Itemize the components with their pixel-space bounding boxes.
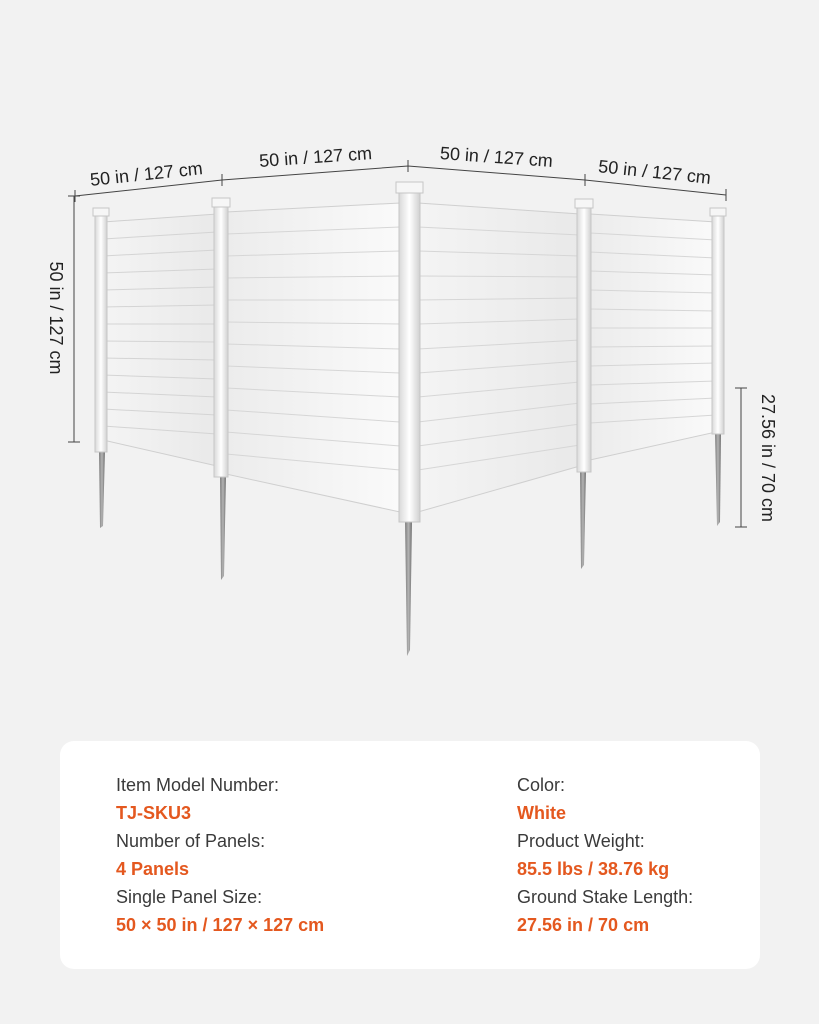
- spec-column-left: [116, 771, 324, 939]
- model-value: TJ-SKU3: [116, 803, 192, 823]
- stake-dimension-line: [735, 388, 747, 527]
- panel-size-value: 50 × 50 in / 127 × 127 cm: [116, 915, 325, 935]
- spec-column-right: [517, 771, 693, 939]
- fence-panel-2: [226, 203, 400, 512]
- fence-panel-1: [103, 214, 217, 466]
- spec-card: [60, 741, 760, 969]
- panel-size-label: Single Panel Size:: [116, 887, 263, 907]
- weight-value: 85.5 lbs / 38.76 kg: [517, 859, 670, 879]
- stake-dimension-label: 27.56 in / 70 cm: [758, 393, 778, 523]
- height-dimension-label: 50 in / 127 cm: [46, 261, 66, 375]
- model-label: Item Model Number:: [116, 775, 280, 795]
- stake-label: Ground Stake Length:: [517, 887, 694, 907]
- fence-panel-4: [590, 214, 716, 460]
- segment-4-dimension-label: 50 in / 127 cm: [597, 156, 712, 188]
- stake-value: 27.56 in / 70 cm: [517, 915, 650, 935]
- segment-3-dimension-label: 50 in / 127 cm: [439, 143, 554, 171]
- height-dimension-line: [68, 196, 80, 442]
- segment-2-dimension-label: 50 in / 127 cm: [258, 143, 373, 171]
- color-label: Color:: [517, 775, 566, 795]
- weight-label: Product Weight:: [517, 831, 645, 851]
- segment-1-dimension-label: 50 in / 127 cm: [89, 158, 204, 190]
- panels-label: Number of Panels:: [116, 831, 266, 851]
- fence-panel-3: [418, 203, 580, 512]
- panels-value: 4 Panels: [116, 859, 190, 879]
- color-value: White: [517, 803, 566, 823]
